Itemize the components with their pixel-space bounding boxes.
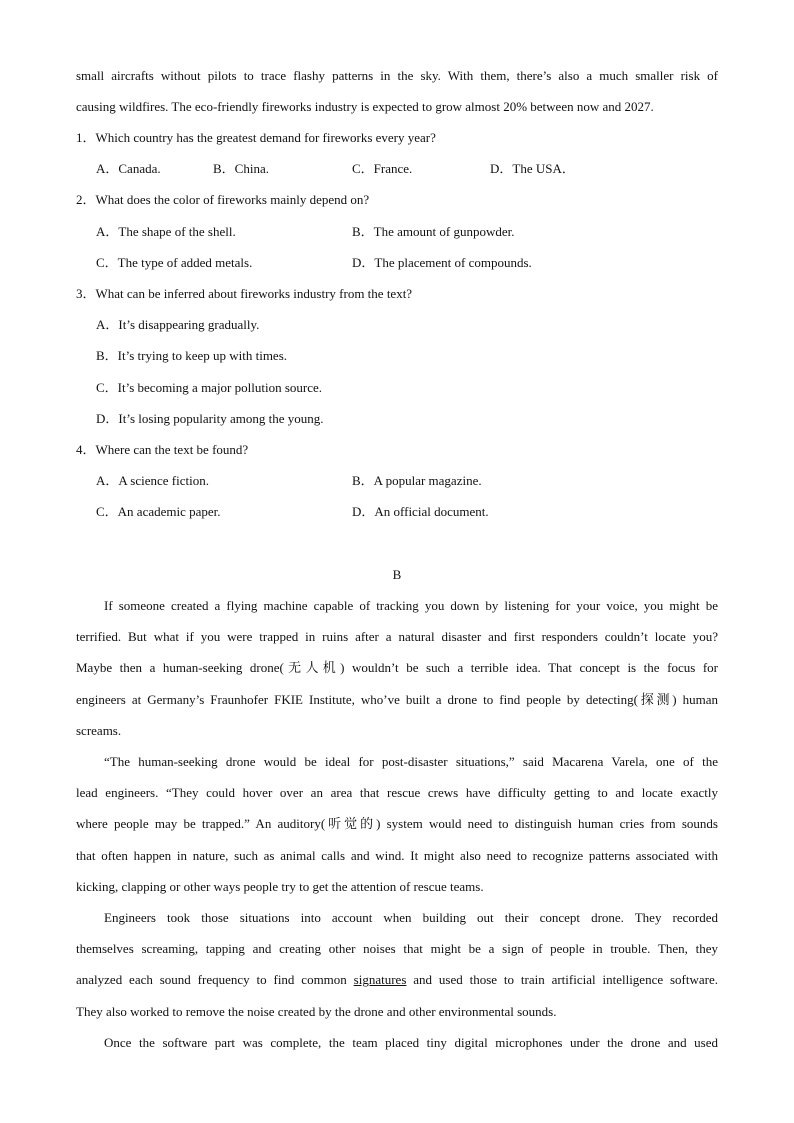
- p3-line-1: Engineers took those situations into account when building out their concept drone. They recorded: [104, 910, 718, 925]
- question-2-option-a[interactable]: A．The shape of the shell.: [96, 224, 236, 239]
- p1-line-1: If someone created a flying machine capable of tracking you down by listening for your voice, you might be: [104, 598, 718, 613]
- question-2-option-b[interactable]: B．The amount of gunpowder.: [352, 224, 515, 239]
- p2-line-5: kicking, clapping or other ways people try to get the attention of rescue teams.: [76, 879, 484, 894]
- question-3-option-d[interactable]: D．It’s losing popularity among the young.: [96, 411, 324, 426]
- question-4-option-b[interactable]: B．A popular magazine.: [352, 473, 482, 488]
- p3-line-2: themselves screaming, tapping and creating other noises that might be a sign of people in trouble. Then, they: [76, 941, 718, 956]
- question-3-option-b[interactable]: B．It’s trying to keep up with times.: [96, 348, 288, 363]
- p2-line-4: that often happen in nature, such as animal calls and wind. It might also need to recognize patterns associated with: [76, 848, 718, 863]
- p2-line-3: where people may be trapped.” An auditory(听觉的) system would need to distinguish human cries from sounds: [76, 816, 718, 831]
- question-1-option-b[interactable]: B．China.: [213, 161, 269, 176]
- question-3-stem: 3．What can be inferred about fireworks industry from the text?: [76, 286, 413, 301]
- p2-line-2: lead engineers. “They could hover over an area that rescue crews have difficulty getting to and locate exactly: [76, 785, 718, 800]
- question-1-option-c[interactable]: C．France.: [352, 161, 413, 176]
- question-1-stem: 1．Which country has the greatest demand for fireworks every year?: [76, 130, 436, 145]
- p3-line-3-before: analyzed each sound frequency to find common: [76, 972, 354, 987]
- question-4-stem: 4．Where can the text be found?: [76, 442, 249, 457]
- p2-line-1: “The human-seeking drone would be ideal for post-disaster situations,” said Macarena Varela, one of the: [104, 754, 718, 769]
- p1-line-5: screams.: [76, 723, 122, 738]
- p1-line-3: Maybe then a human-seeking drone(无人机) wouldn’t be such a terrible idea. That concept is the focus for: [76, 660, 718, 675]
- question-2-option-d[interactable]: D．The placement of compounds.: [352, 255, 532, 270]
- question-3-option-a[interactable]: A．It’s disappearing gradually.: [96, 317, 260, 332]
- question-2-stem: 2．What does the color of fireworks mainly depend on?: [76, 192, 370, 207]
- passage-a-line-2: causing wildfires. The eco-friendly fireworks industry is expected to grow almost 20% between now and 2027.: [76, 99, 654, 114]
- question-1-option-a[interactable]: A．Canada.: [96, 161, 161, 176]
- p3-line-3: [76, 971, 718, 989]
- question-3-option-c[interactable]: C．It’s becoming a major pollution source.: [96, 380, 323, 395]
- question-2-option-c[interactable]: C．The type of added metals.: [96, 255, 253, 270]
- p1-line-2: terrified. But what if you were trapped in ruins after a natural disaster and first responders couldn’t locate you?: [76, 629, 718, 644]
- question-1-option-d[interactable]: D．The USA．: [490, 161, 575, 176]
- p4-line-1: Once the software part was complete, the team placed tiny digital microphones under the drone and used: [104, 1035, 718, 1050]
- p3-line-4: They also worked to remove the noise created by the drone and other environmental sounds.: [76, 1004, 557, 1019]
- question-4-option-c[interactable]: C．An academic paper.: [96, 504, 221, 519]
- passage-a-line-1: small aircrafts without pilots to trace flashy patterns in the sky. With them, there’s also a much smaller risk of: [76, 68, 718, 83]
- underlined-word-signatures: signatures: [353, 972, 407, 987]
- p3-line-3-after: and used those to train artificial intelligence software.: [406, 972, 718, 987]
- question-4-option-d[interactable]: D．An official document.: [352, 504, 489, 519]
- question-4-option-a[interactable]: A．A science fiction.: [96, 473, 209, 488]
- section-b-heading: B: [392, 567, 402, 582]
- p1-line-4: engineers at Germany’s Fraunhofer FKIE Institute, who’ve built a drone to find people by detecting(探测) human: [76, 692, 718, 707]
